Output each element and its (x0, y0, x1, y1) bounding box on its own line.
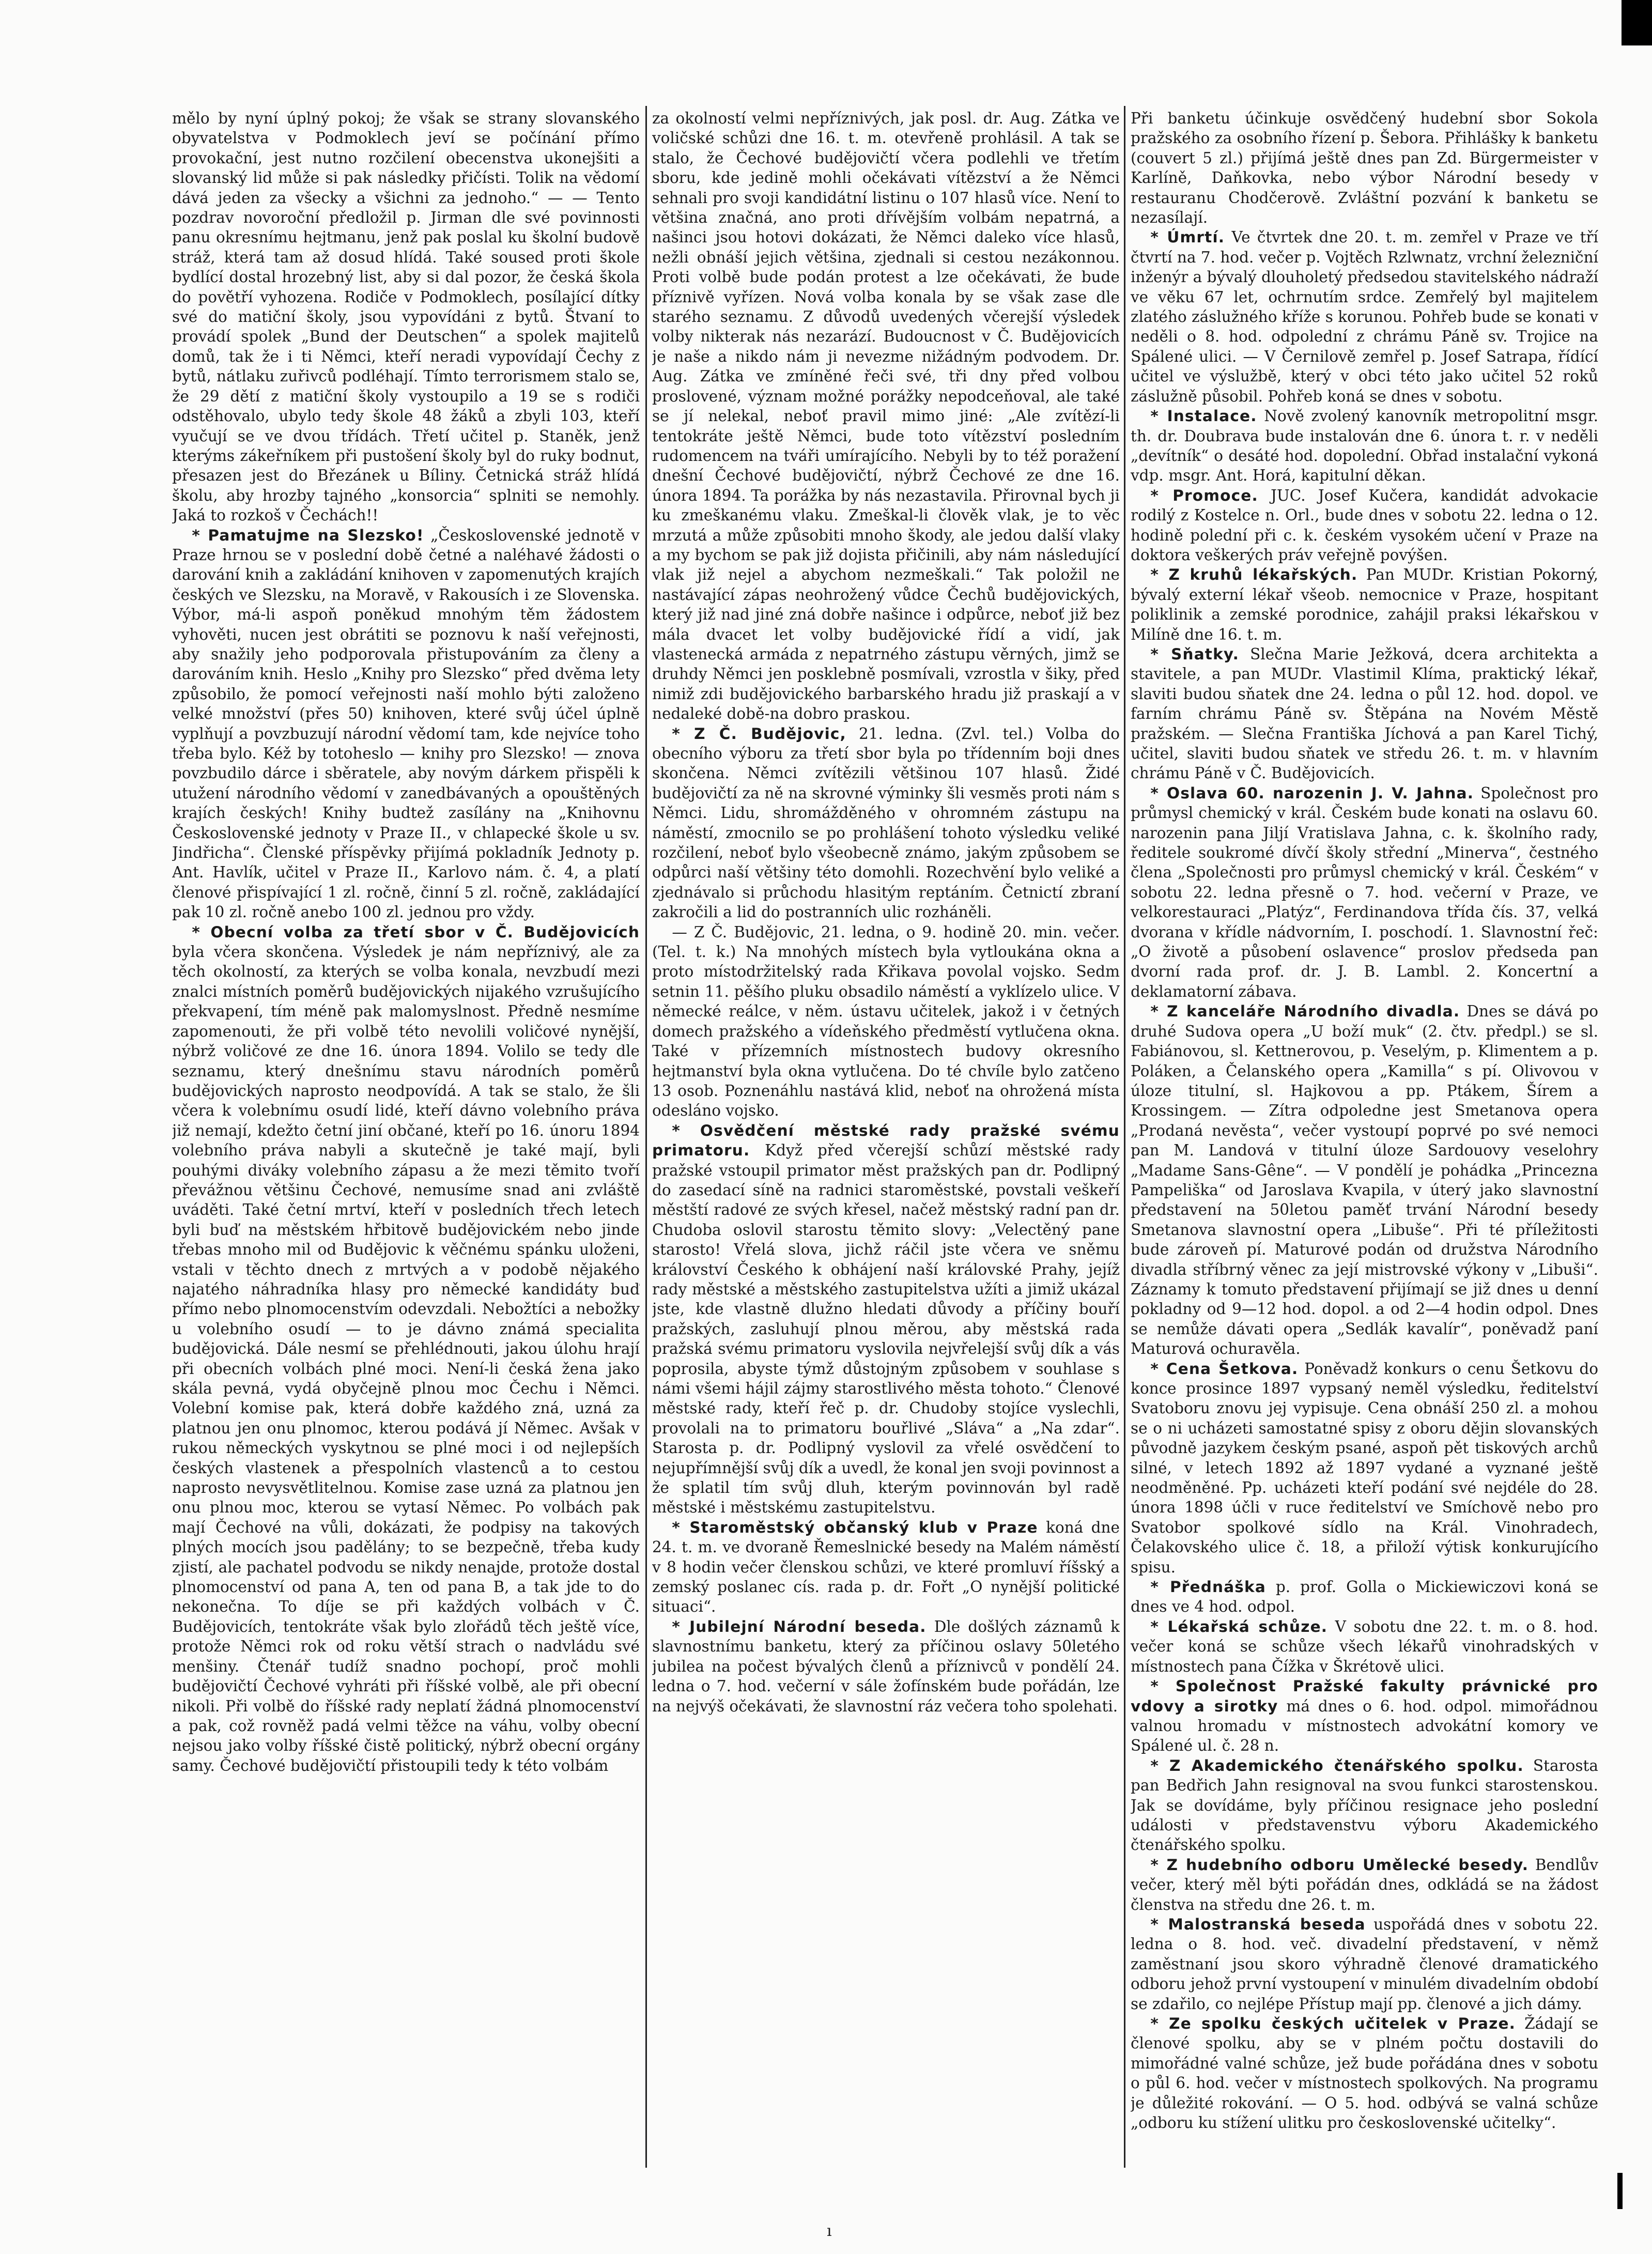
article-heading: * Lékařská schůze. (1150, 1617, 1328, 1635)
crop-mark-top-right (1622, 0, 1652, 45)
column-rule (645, 106, 647, 2168)
article (1131, 1577, 1598, 1617)
article-heading: * Ze spolku českých učitelek v Praze. (1150, 2015, 1516, 2032)
article-heading: * Staroměstský občanský klub v Praze (672, 1518, 1038, 1536)
article (1131, 486, 1598, 565)
article-text: Žádají se členové spolku, aby se v plném počtu dostavili do mimořádné valné schůze, jež bude pořádána dnes v sobotu o půl 6. hod. večer v místnostech spolkových. Na programu je důležité rokování. — O 5. hod. odbývá se valná schůze „odboru ku stížení ulitku pro československé učitelky“. (1131, 2015, 1598, 2132)
article-heading: * Oslava 60. narozenin J. V. Jahna. (1150, 784, 1474, 802)
column-3 (1131, 109, 1598, 2243)
article-text: má dnes o 6. hod. odpol. mimořádnou valnou hromadu v místnostech advokátní komory ve Spálené ul. č. 28 n. (1131, 1697, 1598, 1755)
article-text: Slečna Marie Ježková, dcera architekta a stavitele, a pan MUDr. Vlastimil Klíma, praktický lékař, slaviti budou sňatek dne 24. ledna o půl 12. hod. dopol. ve farním chrámu Páně sv. Štěpána na Novém Městě pražském. — Slečna Františka Jíchová a pan Karel Tichý, učitel, slaviti budou sňatek ve středu 26. t. m. v hlavním chrámu Páně v Č. Budějovicích. (1131, 645, 1598, 782)
article-heading: * Pamatujme na Slezsko! (192, 526, 424, 544)
crop-mark-bottom-right (1617, 2173, 1623, 2209)
article (652, 1121, 1120, 1518)
article-heading: * Malostranská beseda (1150, 1915, 1366, 1933)
article-text: koná dne 24. t. m. ve dvoraně Řemeslnické besedy na Malém náměstí v 8 hodin večer členskou schůzi, ve které promluví říšský a zemský poslanec cís. rada p. dr. Fořt „O nynější politické situaci“. (652, 1518, 1120, 1616)
column-rule (1124, 106, 1125, 2168)
article (1131, 2014, 1598, 2133)
article (1131, 1756, 1598, 1855)
article-text: Společnost pro průmysl chemický v král. Českém bude konati na oslavu 60. narozenin pana Jiljí Vratislava Jahna, c. k. školního rady, ředitele soukromé dívčí školy střední „Minerva“, čestného člena „Společnosti pro průmysl chemický v král. Českém“ v sobotu 22. ledna přesně o 7. hod. večerní v Praze, ve velkorestauraci „Platýz“, Ferdinandova třída čís. 37, velká dvorana v křídle nádvorním, I. poschodí. 1. Slavnostní řeč: „O životě a působení oslavence“ proslov předseda pan dvorní rada prof. dr. J. B. Lambl. 2. Koncertní a deklamatorní zábava. (1131, 784, 1598, 1000)
article-text: Nově zvolený kanovník metropolitní msgr. th. dr. Doubrava bude instalován dne 6. února t. r. v neděli „devítník“ o desáté hod. dopolední. Obřad instalační vykoná vdp. msgr. Ant. Horá, kapitulní děkan. (1131, 407, 1598, 485)
article-text: uspořádá dnes v sobotu 22. ledna o 8. hod. več. divadelní představení, v němž zaměstnaní jsou skoro výhradně členové dramatického odboru jehož první vystoupení v minulém divadelním období se zdařilo, co nejlépe Přístup mají pp. členové a jich dámy. (1131, 1915, 1598, 2013)
article (1131, 406, 1598, 486)
article-heading: * Z Akademického čtenářského spolku. (1150, 1756, 1524, 1774)
article-text: Pan MUDr. Kristian Pokorný, bývalý externí lékař všeob. nemocnice v Praze, hospitant poliklinik a zemské porodnice, zahájil praksi lékařskou v Milíně dne 16. t. m. (1131, 566, 1598, 643)
page-footer-mark: ı (827, 2222, 832, 2240)
article-heading: * Z Č. Budějovic, (672, 724, 846, 743)
article (1131, 783, 1598, 1001)
article-heading: * Úmrtí. (1150, 228, 1225, 246)
article-text: mělo by nyní úplný pokoj; že však se strany slovanského obyvatelstva v Podmoklech jeví se počínání přímo provokační, jest nutno rozčilení obecenstva ukonejšiti a slovanský lid může si pak následky přičísti. Tolik na vědomí dává jeden za všecky a všichni za jednoho.“ — — Tento pozdrav novoroční předložil p. Jirman dle své povinnosti panu okresnímu hejtmanu, jenž pak poslal ku školní budově stráž, která tam až dosud hlídá. Také soused proti škole bydlící dostal hrozebný list, aby si dal pozor, že česká škola do povětří vyhozena. Rodiče v Podmoklech, posílající dítky své do matiční školy, jsou vypovídáni z bytů. Štvaní to provádí spolek „Bund der Deutschen“ a spolek majitelů domů, tak že i ti Němci, kteří neradi vypovídají Čechy z bytů, nátlaku zuřivců podléhají. Tímto terrorismem stalo se, že 29 dětí z matiční školy vystoupilo a 19 se s rodiči odstěhovalo, ubylo tedy škole 48 žáků a zbyli 103, kteří vyučují se ve dvou třídách. Třetí učitel p. Staněk, jenž kterýms zákeřníkem při pustošení školy byl do ruky bodnut, přesazen jest do Březánek u Bíliny. Četnická stráž hlídá školu, aby hrozby tajného „konsorcia“ splniti se nemohly. Jaká to rozkoš v Čechách!! (172, 110, 640, 524)
article (1131, 1676, 1598, 1756)
article-heading: * Promoce. (1150, 486, 1258, 504)
article-text: „Československé jednotě v Praze hrnou se v poslední době četné a naléhavé žádosti o darování knih a zakládání knihoven v zapomenutých krajích českých ve Slezsku, na Moravě, v Rakousích i ze Slovenska. Výbor, má-li aspoň poněkud mnohým těm žádostem vyhověti, nucen jest obrátiti se poznovu k naší veřejnosti, aby snažily jeho podporovala přistupováním za členy a darováním knih. Heslo „Knihy pro Slezsko“ před dvěma lety způsobilo, že pomocí veřejnosti naší mohlo býti založeno velké množství (přes 50) knihoven, které svůj účel úplně vyplňují a povzbuzují národní vědomí tam, kde nejvíce toho třeba bylo. Kéž by totoheslo — knihy pro Slezsko! — znova povzbudilo dárce i sběratele, aby novým dárkem přispěli k utužení národního vědomí v zanedbávaných a opouštěných krajích českých! Knihy budtež zasílány na „Knihovnu Československé jednoty v Praze II., v chlapecké škole u sv. Jindřicha“. Členské příspěvky přijímá pokladník Jednoty p. Ant. Havlík, učitel v Praze II., Karlovo nám. č. 4, a platí členové přispívající 1 zl. ročně, činní 5 zl. ročně, zakládající pak 10 zl. ročně anebo 100 zl. jednou pro vždy. (172, 526, 640, 921)
article-text: — Z Č. Budějovic, 21. ledna, o 9. hodině 20. min. večer. (Tel. t. k.) Na mnohých místech byla vytloukána okna a proto místodržitelský rada Křikava povolal vojsko. Sedm setnin 11. pěšího pluku obsadilo náměstí a vyklízelo ulice. V německé reálce, v něm. ústavu učitelek, jakož i v četných domech pražského a vídeňského předměstí vytlučena okna. Také v přízemních místnostech budovy okresního hejtmanství byla okna vytlučena. Do té chvíle bylo zatčeno 13 osob. Poznenáhlu nastává klid, neboť na ohrožená místa odesláno vojsko. (652, 923, 1120, 1120)
article (172, 922, 640, 1776)
article-heading: * Obecní volba za třetí sbor v Č. Budějovicích (192, 923, 640, 941)
article (1131, 1855, 1598, 1915)
article (1131, 1001, 1598, 1358)
article-heading: * Jubilejní Národní beseda. (672, 1617, 927, 1635)
article-text: Při banketu účinkuje osvědčený hudební sbor Sokola pražského za osobního řízení p. Šebora. Přihlášky k banketu (couvert 5 zl.) přijímá ještě dnes pan Zd. Bürgermeister v Karlíně, Daňkovka, nebo výbor Národní besedy v restauranu Chodčerově. Zvláštní pozvání k banketu se nezasílají. (1131, 110, 1598, 227)
article (652, 1518, 1120, 1617)
article-heading: * Osvědčení městské rady pražské svému primatoru. (652, 1121, 1120, 1160)
article (1131, 644, 1598, 783)
article (1131, 227, 1598, 406)
article-text: Ve čtvrtek dne 20. t. m. zemřel v Praze ve tří čtvrtí na 7. hod. večer p. Vojtěch Rzlwnatz, vrchní železniční inženýr a bývalý dlouholetý předsedou stavitelského nádraží ve věku 67 let, ochrnutím srdce. Zemřelý byl majitelem zlatého záslužného kříže s korunou. Pohřeb bude se konati v neděli o 8. hod. odpolední z chrámu Páně sv. Trojice na Spálené ulici. — V Černilově zemřel p. Josef Satrapa, řídící učitel ve výslužbě, který v obci této jako učitel 52 roků záslužně působil. Pohřeb koná se dnes v sobotu. (1131, 228, 1598, 405)
article-heading: * Sňatky. (1150, 645, 1239, 663)
article-heading: * Z hudebního odboru Umělecké besedy. (1150, 1856, 1529, 1874)
article-text: Poněvadž konkurs o cenu Šetkovu do konce prosince 1897 vypsaný neměl výsledku, ředitelství Svatoboru znovu jej vypisuje. Cena obnáší 250 zl. a mohou se o ni ucházeti samostatné spisy z oboru dějin slovanských původně jazykem českým psané, aspoň pět tiskových archů silné, v letech 1892 až 1897 vydané a vyznané ještě neodměněné. Pp. ucházeti kteří podání své nejdéle do 28. února 1898 účli v ruce ředitelství ve Smíchově nebo pro Svatobor spolkové sídlo na Král. Vinohradech, Čelakovského ulice č. 18, a přiloží výtisk konkurujícího spisu. (1131, 1360, 1598, 1576)
article (1131, 565, 1598, 644)
article-text: V sobotu dne 22. t. m. o 8. hod. večer koná se schůze všech lékařů vinohradských v místnostech pana Čížka v Škrétově ulici. (1131, 1617, 1598, 1675)
article-text: byla včera skončena. Výsledek je nám nepříznivý, ale za těch okolností, za kterých se volba konala, nevzbudí mezi znalci místních poměrů budějovických nijakého vzrušujícího překvapení, tím méně pak malomyslnost. Předně nesmíme zapomenouti, že při volbě této nevolili voličové nynější, nýbrž voličové ze dne 16. února 1894. Volilo se tedy dle seznamu, který dnešnímu stavu národních poměrů budějovických naprosto neodpovídá. A tak se stalo, že šli včera k volebnímu osudí lidé, kteří dávno volebního práva již nemají, kdežto četní jiní občané, kteří po 16. únoru 1894 volebního práva nabyli a skutečně je také mají, byli pouhými diváky volebního zápasu a že mezi těmito tvoří převážnou většinu Čechové, nemusíme snad ani zvláště uváděti. Také četní mrtví, kteří v posledních třech letech byli buď na městském hřbitově budějovickém nebo jinde třebas mnoho mil od Budějovic k věčnému spánku uloženi, vstali v těchto dnech z mrtvých a v podobě nějakého najatého náhradníka hlasy pro německé kandidáty buď přímo nebo plnomocenstvím odevzdali. Nebožtíci a nebožky u volebního osudí — to je dávno známá specialita budějovická. Dále nesmí se přehlédnouti, jakou úlohu hrají při obecních volbách plné moci. Není-li česká žena jako skála pevná, vydá obyčejně plnou moc Čechu i Němci. Volební komise pak, která dobře každého zná, uzná za platnou jen onu plnomoc, kterou podává jí Němec. Avšak v rukou německých vyskytnou se plné moci i od nejlepších českých vlastenek a přespolních vlastenců a to cestou naprosto nevysvětlitelnou. Komise zase uzná za platnou jen onu plnou moc, kterou se vytasí Němec. Po volbách pak mají Čechové na vůli, dokázati, že podpisy na takových plných mocích jsou padělány; to se bezpečně, třeba kudy zjistí, ale pachatel podvodu se nikdy nenajde, protože dostal plnomocenství od pana A, ten od pana B, a tak jde to do nekonečna. To díje se při každých volbách v Č. Budějovicích, tentokráte však bylo zlořádů těch ještě více, protože Němci rok od roku větší strach o nadvládu své menšiny. Čtenář tudíž snadno pochopí, proč mohli budějovičtí Čechové vyhráti při říšské volbě, ale při obecní nikoli. Při volbě do říšské rady neplatí žádná plnomocenství a pak, což rovněž padá velmi těžce na váhu, volby obecní nejsou jako volby říšské čistě politický, nýbrž obecní orgány samy. Čechové budějovičtí přistoupili tedy k této volbám (172, 943, 640, 1774)
article-heading: * Cena Šetkova. (1150, 1360, 1299, 1378)
article-text: za okolností velmi nepříznivých, jak posl. dr. Aug. Zátka ve voličské schůzi dne 16. t. m. otevřeně prohlásil. A tak se stalo, že Čechové budějovičtí včera podlehli ve třetím sboru, kde jedině mohli očekávati vítězství a že Němci sehnali pro svoji kandidátní listinu o 107 hlasů více. Není to většina značná, ano proti dřívějším volbám nepatrná, a našinci jsou hotovi dokázati, že Němci daleko více hlasů, nežli obnáší jejich většina, zjednali si cestou nezákonnou. Proti volbě bude podán protest a lze očekávati, že bude příznivě vyřízen. Nová volba konala by se však zase dle starého seznamu. Z důvodů uvedených včerejší výsledek volby nikterak nás nezarází. Budoucnost v Č. Budějovicích je naše a nikdo nám ji nevezme nižádným podvodem. Dr. Aug. Zátka ve zmíněné řeči své, tři dny před volbou proslovené, význam možné porážky nepodceňoval, ale také se jí nelekal, neboť pravil mimo jiné: „Ale zvítězí-li tentokráte ještě Němci, bude toto vítězství posledním rudomencem na tváři umírajícího. Nebyli by to též poražení dnešní Čechové budějovičtí, nýbrž Čechové ze dne 16. února 1894. Ta porážka by nás nezastavila. Přirovnal bych ji ku zmeškanému vlaku. Zmeškal-li člověk vlak, je to věc mrzutá a může způsobiti mnoho škody, ale jedou další vlaky a my bychom se pak již dojista přičinili, aby nám následující vlak již nejel a abychom nezmeškali.“ Tak položil ne nastávající zápas neohrožený vůdce Čechů budějovických, který již nad jiné zná dobře našince i odpůrce, neboť již bez mála dvacet let volby budějovické řídí a vidí, jak vlastenecká armáda z nepatrného zástupu věrných, jimž se druhdy Němci jen posklebně posmívali, vzrostla v šiky, před nimiž zdi budějovického barbarského hradu již praskají a v nedaleké době-na dobro praskou. (652, 110, 1120, 723)
article-text: JUC. Josef Kučera, kandidát advokacie rodilý z Kostelce n. Orl., bude dnes v sobotu 22. ledna o 12. hodině polední při c. k. českém vysokém učení v Praze na doktora veškerých práv veřejně povýšen. (1131, 486, 1598, 564)
article-text: Dnes se dává po druhé Sudova opera „U boží muk“ (2. čtv. předpl.) se sl. Fabiánovou, sl. Kettnerovou, p. Veselým, p. Klimentem a p. Poláken, a Čelanského opera „Kamilla“ s pí. Olivovou v úloze titulní, sl. Hajkovou a pp. Ptákem, Šírem a Krossingem. — Zítra odpoledne jest Smetanova opera „Prodaná nevěsta“, večer vystoupí poprvé po své nemoci pan M. Landová v titulní úloze Sardouovy veselohry „Madame Sans-Gêne“. — V pondělí je pohádka „Princezna Pampeliška“ od Jaroslava Kvapila, v úterý jako slavnostní představení na 50letou paměť trvání Národní besedy Smetanova slavnostní opera „Libuše“. Při té příležitosti bude zároveň pí. Maturové podán od družstva Národního divadla stříbrný věnec za její mistrovské výkony v „Libuši“. Záznamy k tomuto představení přijímají se již dnes u denní pokladny od 9—12 hod. dopol. a od 2—4 hodin odpol. Dnes se nemůže dávati opera „Sedlák kavalír“, poněvadž paní Maturová ochuravěla. (1131, 1002, 1598, 1358)
article-heading: * Z kanceláře Národního divadla. (1150, 1002, 1460, 1021)
article (652, 724, 1120, 922)
article (652, 1617, 1120, 1716)
article-text: 21. ledna. (Zvl. tel.) Volba do obecního výboru za třetí sbor byla po třídenním boji dnes skončena. Němci zvítězili většinou 107 hlasů. Židé budějovičtí za ně na skrovné výminky šli vesměs proti nám s Němci. Lidu, shromážděného v ohromném zástupu na náměstí, zmocnilo se po prohlášení tohoto výsledku veliké rozčilení, neboť bylo všeobecně známo, jakým způsobem se odpůrci naší většiny této domohli. Rozechvění bylo veliké a zjednávalo si průchodu hlasitým reptáním. Četnictí zbraní zakročili a lid do postranních ulic rozháněli. (652, 724, 1120, 921)
article (1131, 1617, 1598, 1676)
article-heading: * Společnost Pražské fakulty právnické pro vdovy a sirotky (1131, 1677, 1598, 1715)
column-2 (652, 109, 1120, 2243)
column-1 (172, 109, 640, 2243)
article-text: Starosta pan Bedřich Jahn resignoval na svou funkci starostenskou. Jak se dovídáme, byly příčinou resignace jeho poslední události v představenstvu výboru Akademického čtenářského spolku. (1131, 1756, 1598, 1854)
article-text: Bendlův večer, který měl býti pořádán dnes, odkládá se na žádost členstva na středu dne 26. t. m. (1131, 1856, 1598, 1913)
article-text: Když před včerejší schůzí městské rady pražské vstoupil primator měst pražských pan dr. Podlipný do zasedací síně na radnici staroměstské, povstali veškeří městští radové ze svých křesel, načež městský radní pan dr. Chudoba oslovil starostu těmito slovy: „Velectěný pane starosto! Vřelá slova, jichž ráčil jste včera ve sněmu království Českého k obhájení naší královské Prahy, jejíž rady městské a městského zastupitelstva užíti a jimiž ukázal jste, kde vlastně dlužno hledati důvody a příčiny bouří pražských, zasluhují plnou měrou, aby městská rada pražská svému primatoru vyslovila nejvřelejší svůj dík a vás poprosila, abyste týmž důstojným způsobem v souhlase s námi všemi hájil zájmy starostlivého města tohoto.“ Členové městské rady, kteří řeč p. dr. Chudoby stojíce vyslechli, provolali na to primatoru bouřlivé „Sláva“ a „Na zdar“. Starosta p. dr. Podlipný vyslovil za vřelé osvědčení to nejupřímnější svůj dík a uvedl, že konal jen svoji povinnost a že splatil tím svůj dluh, kterým povinnován byl radě městské i městskému zastupitelstvu. (652, 1141, 1120, 1517)
article (172, 526, 640, 922)
article-text: p. prof. Golla o Mickiewiczovi koná se dnes ve 4 hod. odpol. (1131, 1578, 1598, 1616)
article-heading: * Přednáška (1150, 1578, 1266, 1596)
article (1131, 1915, 1598, 2014)
article-text: Dle došlých záznamů k slavnostnímu banketu, který za příčinou oslavy 50letého jubilea na počest bývalých členů a příznivců v pondělí 24. ledna o 7. hod. večerní v sále žofínském bude pořádán, lze na nejvýš očekávati, že slavnostní ráz večera toho spolehati. (652, 1617, 1120, 1715)
article (1131, 1359, 1598, 1577)
article-heading: * Z kruhů lékařských. (1150, 566, 1358, 584)
article-heading: * Instalace. (1150, 407, 1257, 425)
